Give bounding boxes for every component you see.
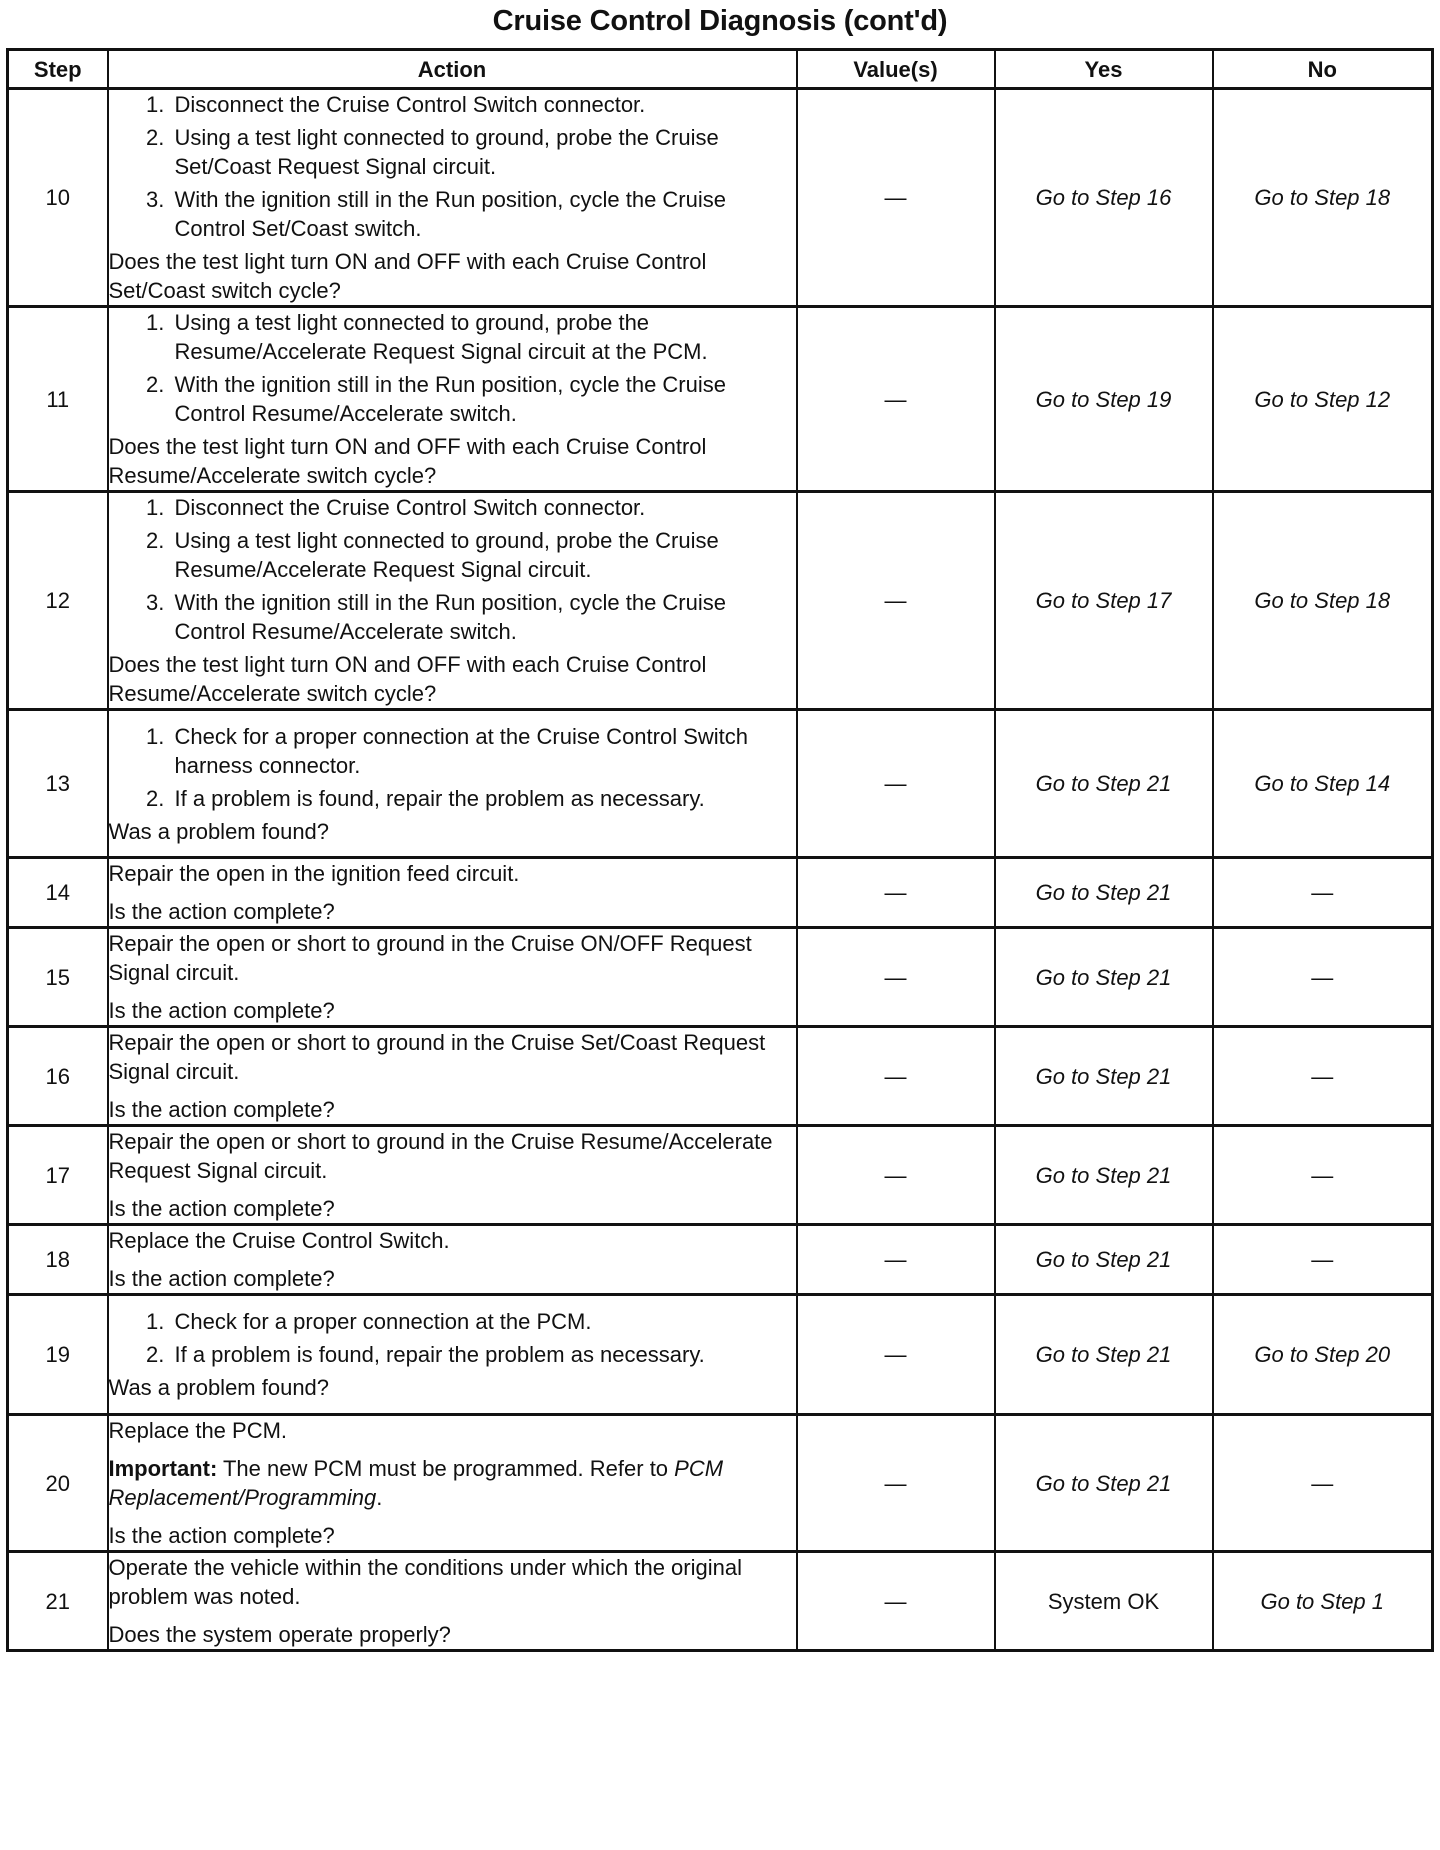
action-step: 1. Check for a proper connection at the Cruise Control Switch harness connector. xyxy=(171,722,796,780)
no-cell: — xyxy=(1213,1225,1433,1295)
value-cell: — xyxy=(797,307,995,492)
yes-cell: Go to Step 21 xyxy=(995,1415,1213,1552)
value-cell: — xyxy=(797,710,995,858)
step-number: 13 xyxy=(8,710,108,858)
action-text: Repair the open or short to ground in the Cruise ON/OFF Request Signal circuit. xyxy=(108,931,752,985)
action-text: Replace the PCM. xyxy=(108,1418,288,1443)
action-question: Is the action complete? xyxy=(108,1266,335,1291)
table-row xyxy=(8,1126,1433,1225)
no-cell: Go to Step 14 xyxy=(1213,710,1433,858)
table-row xyxy=(8,1295,1433,1415)
value-cell: — xyxy=(797,858,995,928)
action-question: Does the test light turn ON and OFF with each Cruise Control Resume/Accelerate switch cycle? xyxy=(108,652,707,706)
action-step: 2. Using a test light connected to ground, probe the Cruise Set/Coast Request Signal circuit. xyxy=(171,123,796,181)
step-number: 17 xyxy=(8,1126,108,1225)
action-question: Is the action complete? xyxy=(108,998,335,1023)
important-label: Important: xyxy=(108,1456,218,1481)
action-steps xyxy=(109,308,796,428)
action-question: Does the test light turn ON and OFF with each Cruise Control Set/Coast switch cycle? xyxy=(108,249,707,303)
action-cell xyxy=(108,1126,797,1225)
table-row xyxy=(8,710,1433,858)
action-text: Repair the open or short to ground in the Cruise Resume/Accelerate Request Signal circuit. xyxy=(108,1129,773,1183)
action-step: 2. If a problem is found, repair the problem as necessary. xyxy=(171,784,796,813)
action-question: Is the action complete? xyxy=(108,1097,335,1122)
action-question: Was a problem found? xyxy=(108,818,330,844)
table-header-row xyxy=(8,50,1433,89)
action-question: Does the system operate properly? xyxy=(108,1622,451,1647)
page-title: Cruise Control Diagnosis (cont'd) xyxy=(492,5,948,37)
header-values: Value(s) xyxy=(797,50,995,89)
action-step: 3. With the ignition still in the Run position, cycle the Cruise Control Set/Coast switch. xyxy=(171,185,796,243)
step-number: 21 xyxy=(8,1552,108,1651)
header-action: Action xyxy=(108,50,797,89)
value-cell: — xyxy=(797,1295,995,1415)
action-text: Replace the Cruise Control Switch. xyxy=(108,1228,450,1253)
action-step: 2. With the ignition still in the Run position, cycle the Cruise Control Resume/Accelerate switch. xyxy=(171,370,796,428)
step-number: 12 xyxy=(8,492,108,710)
value-cell: — xyxy=(797,492,995,710)
action-cell xyxy=(108,1027,797,1126)
action-cell xyxy=(108,307,797,492)
yes-cell: Go to Step 21 xyxy=(995,858,1213,928)
step-number: 14 xyxy=(8,858,108,928)
yes-cell: Go to Step 21 xyxy=(995,1225,1213,1295)
value-cell: — xyxy=(797,1027,995,1126)
action-cell xyxy=(108,1295,797,1415)
yes-cell: Go to Step 16 xyxy=(995,89,1213,307)
table-row xyxy=(8,307,1433,492)
action-cell xyxy=(108,1225,797,1295)
value-cell: — xyxy=(797,1552,995,1651)
yes-cell: Go to Step 21 xyxy=(995,710,1213,858)
value-cell: — xyxy=(797,928,995,1027)
no-cell: — xyxy=(1213,1027,1433,1126)
step-number: 20 xyxy=(8,1415,108,1552)
action-cell xyxy=(108,928,797,1027)
yes-cell: Go to Step 19 xyxy=(995,307,1213,492)
table-row xyxy=(8,89,1433,307)
action-step: 2. If a problem is found, repair the problem as necessary. xyxy=(171,1340,796,1369)
no-cell: Go to Step 20 xyxy=(1213,1295,1433,1415)
header-step: Step xyxy=(8,50,108,89)
important-end: . xyxy=(376,1485,383,1510)
yes-cell: System OK xyxy=(995,1552,1213,1651)
no-cell: Go to Step 1 xyxy=(1213,1552,1433,1651)
value-cell: — xyxy=(797,1126,995,1225)
action-step: 1. Using a test light connected to ground, probe the Resume/Accelerate Request Signal circuit at the PCM. xyxy=(171,308,796,366)
diagnosis-table xyxy=(6,48,1434,1652)
action-step: 1. Disconnect the Cruise Control Switch connector. xyxy=(171,90,796,119)
table-row xyxy=(8,928,1433,1027)
yes-cell: Go to Step 21 xyxy=(995,928,1213,1027)
value-cell: — xyxy=(797,1415,995,1552)
step-number: 10 xyxy=(8,89,108,307)
yes-cell: Go to Step 21 xyxy=(995,1295,1213,1415)
yes-cell: Go to Step 17 xyxy=(995,492,1213,710)
step-number: 16 xyxy=(8,1027,108,1126)
action-question: Does the test light turn ON and OFF with each Cruise Control Resume/Accelerate switch cycle? xyxy=(108,434,707,488)
table-row xyxy=(8,1027,1433,1126)
action-cell xyxy=(108,89,797,307)
table-row xyxy=(8,1225,1433,1295)
action-cell xyxy=(108,492,797,710)
table-row xyxy=(8,492,1433,710)
action-steps xyxy=(109,493,796,646)
action-steps xyxy=(109,90,796,243)
no-cell: Go to Step 18 xyxy=(1213,492,1433,710)
table-row xyxy=(8,1552,1433,1651)
action-cell xyxy=(108,1552,797,1651)
no-cell: — xyxy=(1213,1415,1433,1552)
action-question: Is the action complete? xyxy=(108,899,335,924)
no-cell: — xyxy=(1213,858,1433,928)
important-reference-link[interactable]: PCM Replacement/Programming xyxy=(108,1456,724,1510)
action-question: Was a problem found? xyxy=(108,1375,330,1400)
important-text: The new PCM must be programmed. Refer to xyxy=(217,1456,675,1481)
value-cell: — xyxy=(797,89,995,307)
action-steps xyxy=(109,1307,796,1369)
table-row xyxy=(8,858,1433,928)
action-step: 1. Check for a proper connection at the PCM. xyxy=(171,1307,796,1336)
action-step: 2. Using a test light connected to ground, probe the Cruise Resume/Accelerate Request Signal circuit. xyxy=(171,526,796,584)
yes-cell: Go to Step 21 xyxy=(995,1126,1213,1225)
action-step: 3. With the ignition still in the Run position, cycle the Cruise Control Resume/Accelerate switch. xyxy=(171,588,796,646)
step-number: 11 xyxy=(8,307,108,492)
header-no: No xyxy=(1213,50,1433,89)
action-question: Is the action complete? xyxy=(108,1196,335,1221)
action-text: Operate the vehicle within the conditions under which the original problem was noted. xyxy=(108,1555,742,1609)
action-text: Repair the open in the ignition feed circuit. xyxy=(108,861,520,886)
value-cell: — xyxy=(797,1225,995,1295)
header-yes: Yes xyxy=(995,50,1213,89)
step-number: 15 xyxy=(8,928,108,1027)
action-cell xyxy=(108,858,797,928)
no-cell: Go to Step 12 xyxy=(1213,307,1433,492)
action-cell xyxy=(108,1415,797,1552)
important-note xyxy=(109,1454,796,1512)
action-text: Repair the open or short to ground in the Cruise Set/Coast Request Signal circuit. xyxy=(108,1030,766,1084)
action-steps xyxy=(109,722,796,813)
action-question: Is the action complete? xyxy=(108,1523,335,1548)
action-step: 1. Disconnect the Cruise Control Switch connector. xyxy=(171,493,796,522)
no-cell: — xyxy=(1213,1126,1433,1225)
action-cell xyxy=(108,710,797,858)
step-number: 19 xyxy=(8,1295,108,1415)
no-cell: Go to Step 18 xyxy=(1213,89,1433,307)
step-number: 18 xyxy=(8,1225,108,1295)
table-row xyxy=(8,1415,1433,1552)
yes-cell: Go to Step 21 xyxy=(995,1027,1213,1126)
no-cell: — xyxy=(1213,928,1433,1027)
